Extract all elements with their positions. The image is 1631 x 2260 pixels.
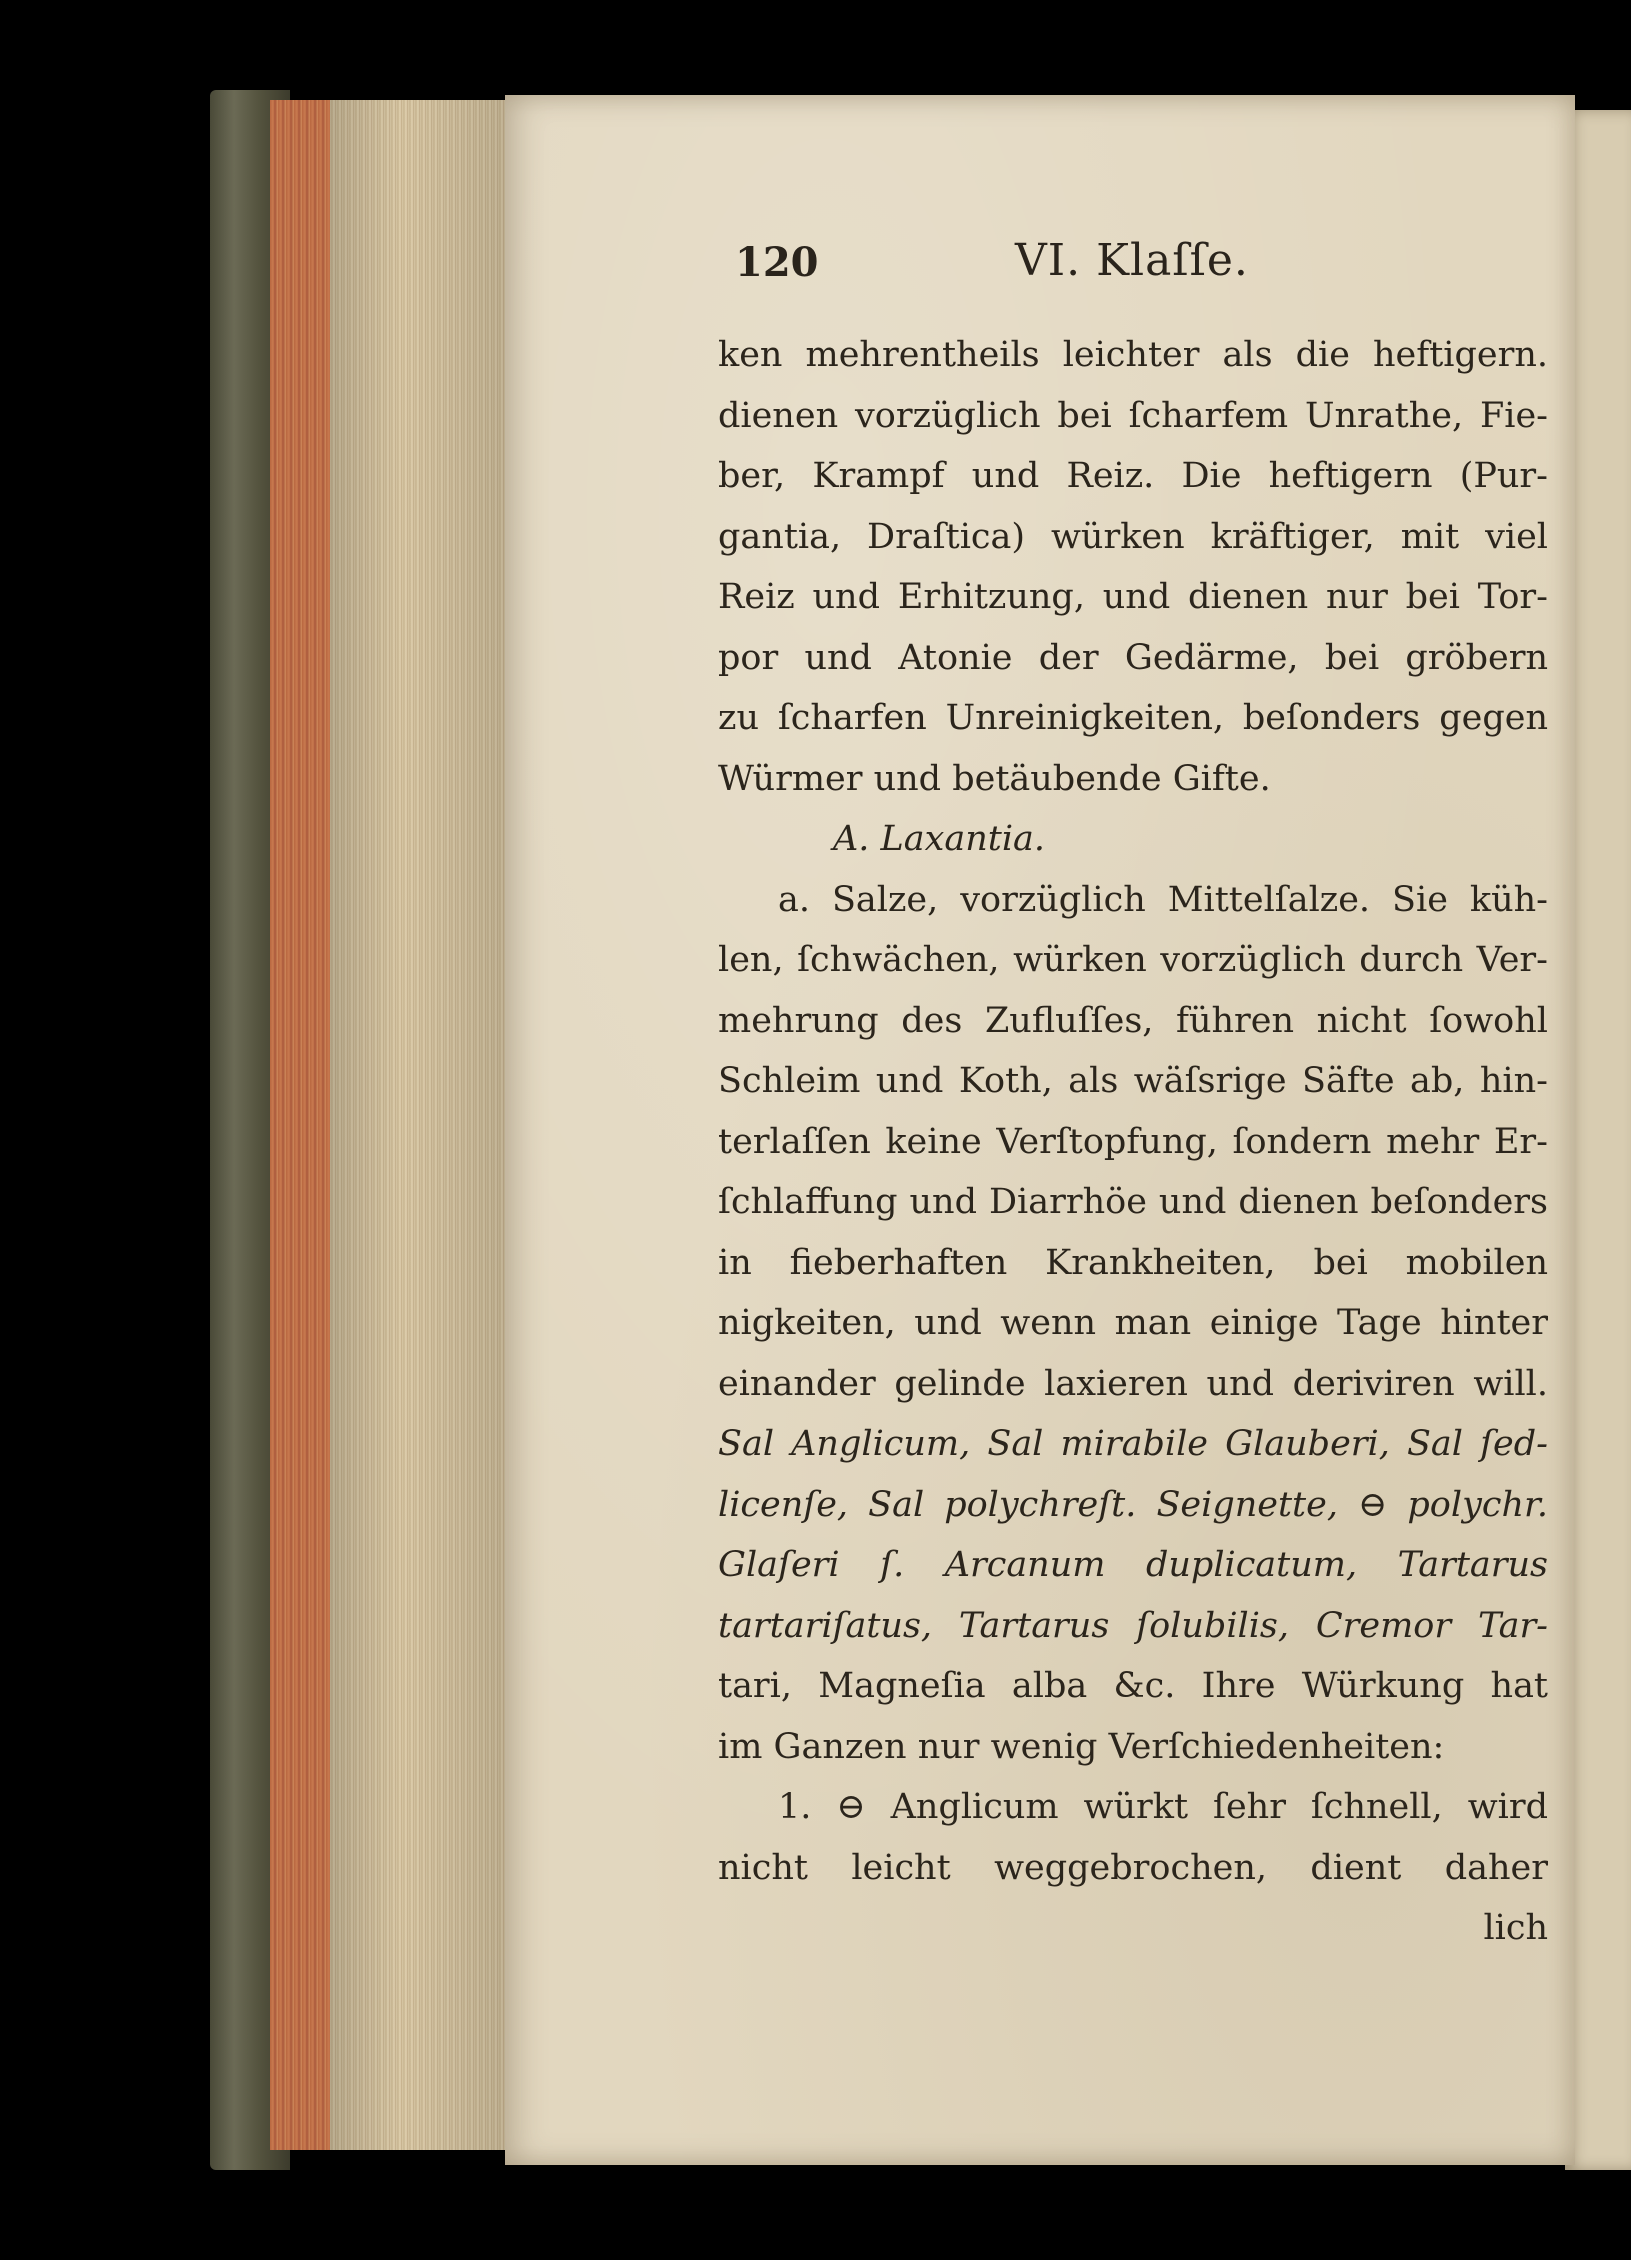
page-edges-shade <box>330 100 510 2150</box>
text-line: ken mehrentheils leichter als die heftigern. <box>718 335 1548 375</box>
text-line: nigkeiten, und wenn man einige Tage hinter <box>718 1303 1548 1343</box>
text-line: gantia, Draſtica) würken kräftiger, mit viel <box>718 516 1548 557</box>
page-number: 120 <box>735 239 819 286</box>
text-line: Sal Anglicum, Sal mirabile Glauberi, Sal ſed- <box>718 1424 1548 1464</box>
text-line: a. Salze, vorzüglich Mittelſalze. Sie küh- <box>778 879 1548 920</box>
text-line: einander gelinde laxieren und deriviren will. <box>718 1363 1548 1404</box>
text-line: in fieberhaften Krankheiten, bei mobilen <box>718 1242 1548 1283</box>
text-line: 1. ⊖ Anglicum würkt ſehr ſchnell, wird <box>778 1787 1548 1827</box>
section-heading: A. Laxantia. <box>833 819 1046 859</box>
text-line: ſchlaffung und Diarrhöe und dienen beſonders <box>718 1182 1548 1222</box>
text-line: Glaſeri ſ. Arcanum duplicatum, Tartarus <box>718 1545 1548 1585</box>
text-line: nicht leicht weggebrochen, dient daher <box>718 1847 1548 1888</box>
text-line: dienen vorzüglich bei ſcharfem Unrathe, Fie- <box>718 395 1548 436</box>
text-line: por und Atonie der Gedärme, bei gröbern <box>718 637 1548 678</box>
text-line: licenſe, Sal polychreſt. Seignette, ⊖ polychr. <box>718 1484 1548 1525</box>
text-line: im Ganzen nur wenig Verſchiedenheiten: <box>718 1726 1445 1767</box>
text-line: mehrung des Zufluſſes, führen nicht ſowohl <box>718 1000 1548 1041</box>
page-edges-red <box>270 100 330 2150</box>
text-line: Würmer und betäubende Gifte. <box>718 758 1271 799</box>
running-head: VI. Klaſſe. <box>1015 235 1249 286</box>
text-line: tartariſatus, Tartarus ſolubilis, Cremor Tar- <box>718 1605 1548 1646</box>
text-line: terlaſſen keine Verſtopfung, ſondern mehr Er- <box>718 1121 1548 1162</box>
text-line: tari, Magneſia alba &c. Ihre Würkung hat <box>718 1666 1548 1706</box>
catchword: lich <box>1483 1908 1548 1948</box>
text-line: zu ſcharfen Unreinigkeiten, beſonders gegen <box>718 698 1548 738</box>
text-line: len, ſchwächen, würken vorzüglich durch Ver- <box>718 940 1548 980</box>
body-text <box>718 325 1548 1959</box>
text-line: Schleim und Koth, als wäſsrige Säfte ab, hin- <box>718 1061 1548 1101</box>
text-line: Reiz und Erhitzung, und dienen nur bei Tor- <box>718 577 1548 617</box>
page-header <box>735 235 1495 295</box>
text-line: ber, Krampf und Reiz. Die heftigern (Pur- <box>718 456 1548 496</box>
